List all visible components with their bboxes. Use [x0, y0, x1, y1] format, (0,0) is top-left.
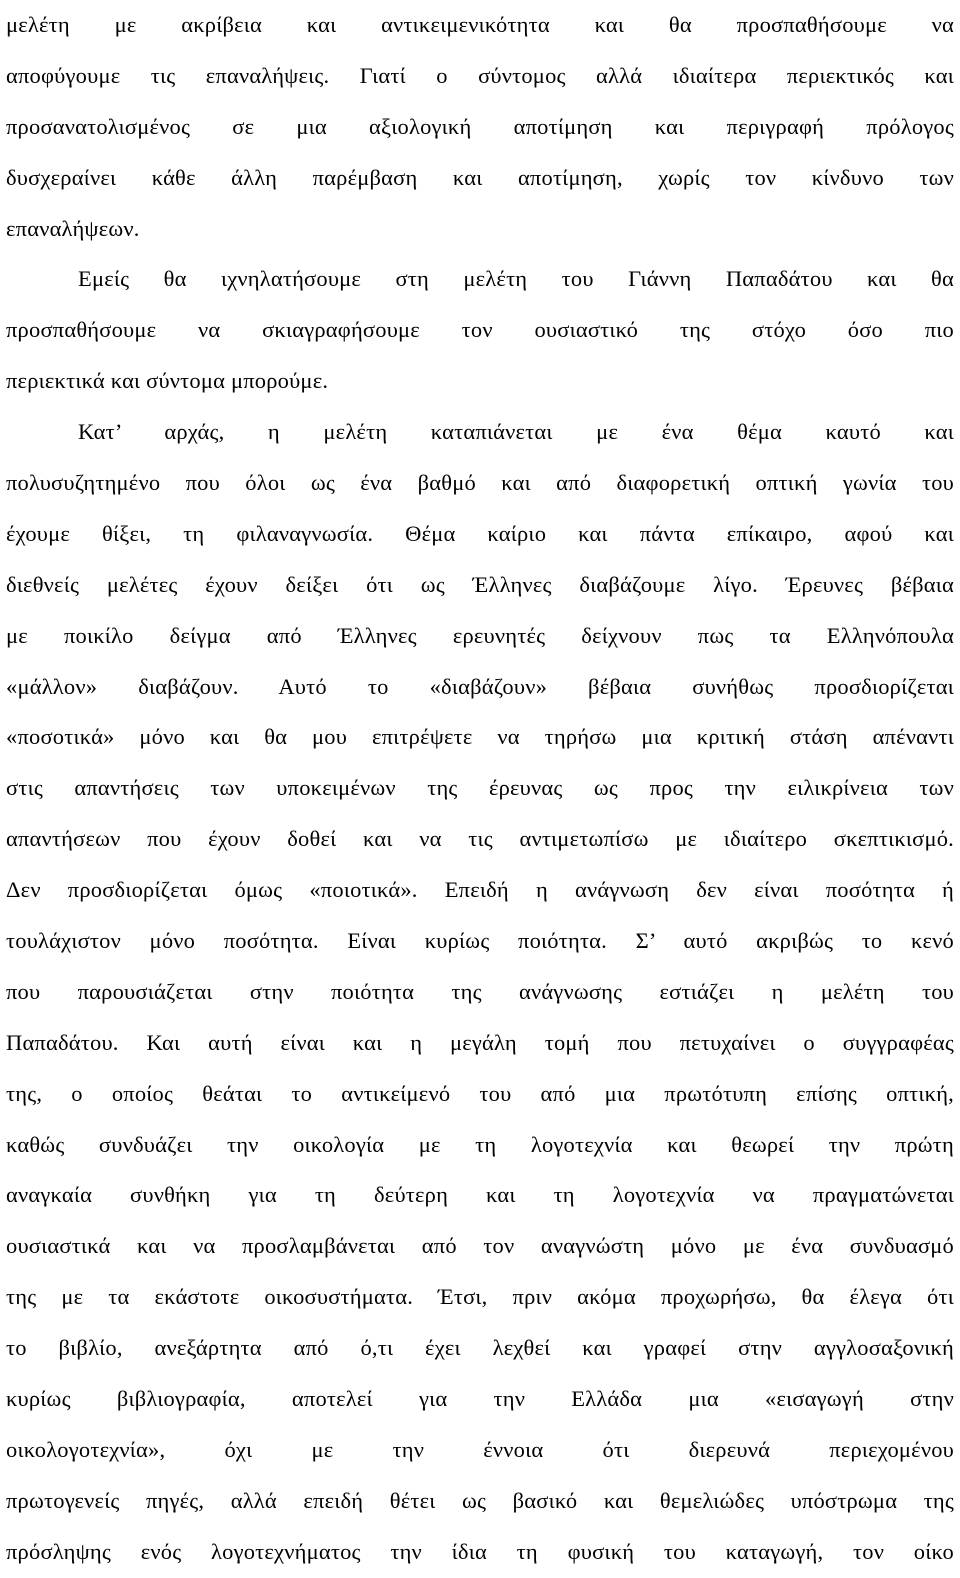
text-line: αποφύγουμε τις επαναλήψεις. Γιατί ο σύντομος αλλά ιδιαίτερα περιεκτικός και: [6, 62, 954, 88]
document-page: [6, 0, 954, 1578]
text-line: προσανατολισμένος σε μια αξιολογική αποτίμηση και περιγραφή πρόλογος: [6, 113, 954, 139]
text-line: το βιβλίο, ανεξάρτητα από ό,τι έχει λεχθεί και γραφεί στην αγγλοσαξονική: [6, 1335, 954, 1361]
text-line: με ποικίλο δείγμα από Έλληνες ερευνητές δείχνουν πως τα Ελληνόπουλα: [6, 622, 954, 648]
text-line: έχουμε θίξει, τη φιλαναγνωσία. Θέμα καίριο και πάντα επίκαιρο, αφού και: [6, 520, 954, 546]
text-line: κυρίως βιβλιογραφία, αποτελεί για την Ελλάδα μια «εισαγωγή στην: [6, 1386, 954, 1412]
text-line: Δεν προσδιορίζεται όμως «ποιοτικά». Επειδή η ανάγνωση δεν είναι ποσότητα ή: [6, 877, 954, 903]
text-line: προσπαθήσουμε να σκιαγραφήσουμε τον ουσιαστικό της στόχο όσο πιο: [6, 317, 954, 343]
text-line: καθώς συνδυάζει την οικολογία με τη λογοτεχνία και θεωρεί την πρώτη: [6, 1131, 954, 1157]
text-line: πολυσυζητημένο που όλοι ως ένα βαθμό και από διαφορετική οπτική γωνία του: [6, 470, 954, 496]
text-line: τουλάχιστον μόνο ποσότητα. Είναι κυρίως ποιότητα. Σ’ αυτό ακριβώς το κενό: [6, 928, 954, 954]
text-line: Κατ’ αρχάς, η μελέτη καταπιάνεται με ένα θέμα καυτό και: [78, 419, 954, 445]
text-line: Εμείς θα ιχνηλατήσουμε στη μελέτη του Γιάννη Παπαδάτου και θα: [78, 266, 954, 292]
text-line: αναγκαία συνθήκη για τη δεύτερη και τη λογοτεχνία να πραγματώνεται: [6, 1182, 954, 1208]
text-line: δυσχεραίνει κάθε άλλη παρέμβαση και αποτίμηση, χωρίς τον κίνδυνο των: [6, 164, 954, 190]
text-line: μελέτη με ακρίβεια και αντικειμενικότητα και θα προσπαθήσουμε να: [6, 12, 954, 37]
text-line: στις απαντήσεις των υποκειμένων της έρευνας ως προς την ειλικρίνεια των: [6, 775, 954, 801]
text-line: πρόσληψης ενός λογοτεχνήματος την ίδια τη φυσική του καταγωγή, τον οίκο: [6, 1538, 954, 1564]
text-line: επαναλήψεων.: [6, 215, 140, 241]
text-line: απαντήσεων που έχουν δοθεί και να τις αντιμετωπίσω με ιδιαίτερο σκεπτικισμό.: [6, 826, 954, 852]
text-line: της, ο οποίος θεάται το αντικείμενό του από μια πρωτότυπη επίσης οπτική,: [6, 1080, 954, 1106]
text-line: «μάλλον» διαβάζουν. Αυτό το «διαβάζουν» βέβαια συνήθως προσδιορίζεται: [6, 673, 954, 699]
text-line: περιεκτικά και σύντομα μπορούμε.: [6, 368, 329, 394]
text-line: που παρουσιάζεται στην ποιότητα της ανάγνωσης εστιάζει η μελέτη του: [6, 978, 954, 1004]
text-line: οικολογοτεχνία», όχι με την έννοια ότι διερευνά περιεχομένου: [6, 1436, 954, 1462]
text-line: ουσιαστικά και να προσλαμβάνεται από τον αναγνώστη μόνο με ένα συνδυασμό: [6, 1233, 954, 1259]
text-line: Παπαδάτου. Και αυτή είναι και η μεγάλη τομή που πετυχαίνει ο συγγραφέας: [6, 1029, 954, 1055]
text-line: πρωτογενείς πηγές, αλλά επειδή θέτει ως βασικό και θεμελιώδες υπόστρωμα της: [6, 1487, 954, 1513]
text-line: διεθνείς μελέτες έχουν δείξει ότι ως Έλληνες διαβάζουμε λίγο. Έρευνες βέβαια: [6, 571, 954, 597]
text-line: της με τα εκάστοτε οικοσυστήματα. Έτσι, πριν ακόμα προχωρήσω, θα έλεγα ότι: [6, 1284, 954, 1310]
text-line: «ποσοτικά» μόνο και θα μου επιτρέψετε να τηρήσω μια κριτική στάση απέναντι: [6, 724, 954, 750]
